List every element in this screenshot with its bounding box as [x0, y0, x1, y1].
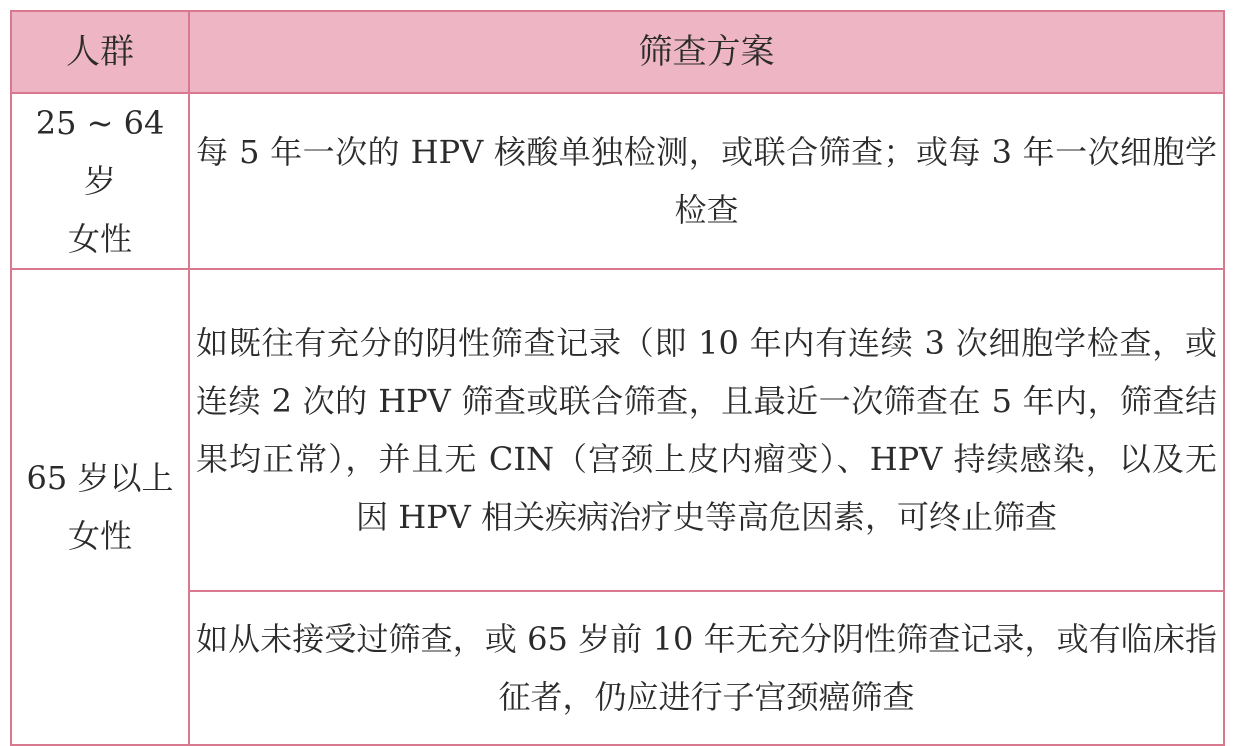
population-cell: [11, 269, 189, 745]
table-row: [11, 93, 1224, 269]
plan-cell: 如既往有充分的阴性筛查记录（即 10 年内有连续 3 次细胞学检查，或连续 2 次的 HPV 筛查或联合筛查，且最近一次筛查在 5 年内，筛查结果均正常），并且无 CIN（宫颈上皮内瘤变）、HPV 持续感染，以及无因 HPV 相关疾病治疗史等高危因素，可终止筛查: [189, 269, 1224, 591]
table-header-row: [11, 11, 1224, 93]
header-screening-plan: 筛查方案: [189, 11, 1224, 93]
table-row: [11, 591, 1224, 745]
table-row: [11, 269, 1224, 591]
population-age: 65 岁以上: [26, 459, 174, 497]
plan-cell: 如从未接受过筛查，或 65 岁前 10 年无充分阴性筛查记录，或有临床指征者，仍应进行子宫颈癌筛查: [189, 591, 1224, 745]
population-sex: 女性: [67, 517, 132, 555]
header-population: 人群: [11, 11, 189, 93]
population-age: 25 ~ 64 岁: [35, 104, 165, 200]
plan-cell: 每 5 年一次的 HPV 核酸单独检测，或联合筛查；或每 3 年一次细胞学检查: [189, 93, 1224, 269]
population-sex: 女性: [67, 220, 132, 258]
population-cell: [11, 93, 189, 269]
screening-table: [10, 10, 1225, 746]
